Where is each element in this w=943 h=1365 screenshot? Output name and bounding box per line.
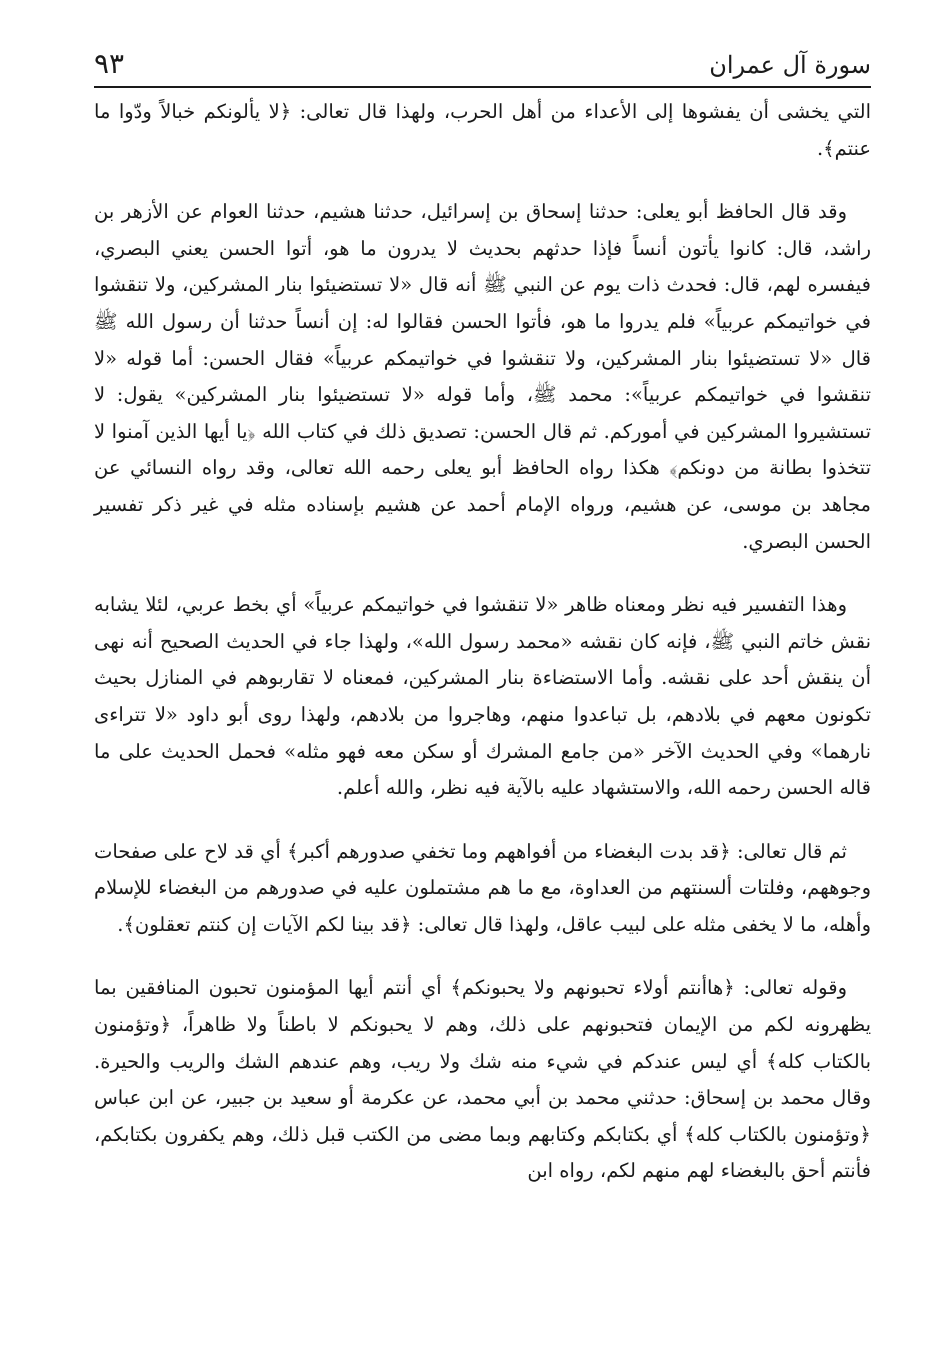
paragraph-verse-baghda: ثم قال تعالى: ﴿قد بدت البغضاء من أفواههم وما تخفي صدورهم أكبر﴾ أي قد لاح على صفحات وجوههم، وفلتات ألسنتهم من العداوة، مع ما هم مشتملون عليه في صدورهم من البغضاء للإسلام وأهله، ما لا يخفى مثله على لبيب عاقل، ولهذا قال تعالى: ﴿قد بينا لكم الآيات إن كنتم تعقلون﴾. bbox=[94, 839, 871, 936]
paragraph-tafsir-commentary: وهذا التفسير فيه نظر ومعناه ظاهر «لا تنقشوا في خواتيمكم عربياً» أي بخط عربي، لئلا يشابه نقش خاتم النبي ﷺ، فإنه كان نقشه «محمد رسول الله»، ولهذا جاء في الحديث الصحيح أنه نهى أن ينقش أحد على نقشه. وأما الاستضاءة بنار المشركين، فمعناه لا تقاربوهم في المنازل بحيث تكونون معهم في بلادهم، بل تباعدوا منهم، وهاجروا من بلادهم، ولهذا روى أبو داود «لا تتراءى نارهما» وفي الحديث الآخر «من جامع المشرك أو سكن معه فهو مثله» فحمل الحديث على ما قاله الحسن رحمه الله، والاستشهاد عليه بالآية فيه نظر، والله أعلم. bbox=[94, 593, 871, 800]
paragraph-continuation: التي يخشى أن يفشوها إلى الأعداء من أهل الحرب، ولهذا قال تعالى: ﴿لا يألونكم خبالاً ودّوا ما عنتم﴾. bbox=[94, 100, 871, 160]
page-body bbox=[94, 94, 871, 1217]
page-header bbox=[94, 44, 871, 84]
header-divider bbox=[94, 86, 871, 88]
paragraph-verse-hantum: وقوله تعالى: ﴿هاأنتم أولاء تحبونهم ولا يحبونكم﴾ أي أنتم أيها المؤمنون تحبون المنافقين بما يظهرونه لكم من الإيمان فتحبونهم على ذلك، وهم لا يحبونكم لا باطناً ولا ظاهراً، ﴿وتؤمنون بالكتاب كله﴾ أي ليس عندكم في شيء منه شك ولا ريب، وهم عندهم الشك والريب والحيرة. وقال محمد بن إسحاق: حدثني محمد بن أبي محمد، عن عكرمة أو سعيد بن جبير، عن ابن عباس ﴿وتؤمنون بالكتاب كله﴾ أي بكتابكم وكتابهم وبما مضى من الكتب قبل ذلك، وهم يكفرون بكتابكم، فأنتم أحق بالبغضاء لهم منهم لكم، رواه ابن bbox=[94, 976, 871, 1183]
surah-title: سورة آل عمران bbox=[709, 51, 871, 79]
paragraph-hadith-abu-yala: وقد قال الحافظ أبو يعلى: حدثنا إسحاق بن إسرائيل، حدثنا هشيم، حدثنا العوام عن الأزهر بن راشد، قال: كانوا يأتون أنساً فإذا حدثهم بحديث لا يدرون ما هو، أتوا الحسن يعني البصري، فيفسره لهم، قال: فحدث ذات يوم عن النبي ﷺ أنه قال «لا تستضيئوا بنار المشركين، ولا تنقشوا في خواتيمكم عربياً» فلم يدروا ما هو، فأتوا الحسن فقالوا له: إن أنساً حدثنا أن رسول الله ﷺ قال «لا تستضيئوا بنار المشركين، ولا تنقشوا في خواتيمكم عربياً» فقال الحسن: أما قوله «لا تنقشوا في خواتيمكم عربياً»: محمد ﷺ، وأما قوله «لا تستضيئوا بنار المشركين» يقول: لا تستشيروا المشركين في أموركم. ثم قال الحسن: تصديق ذلك في كتاب الله ﴿يا أيها الذين آمنوا لا تتخذوا بطانة من دونكم﴾ هكذا رواه الحافظ أبو يعلى رحمه الله تعالى، وقد رواه النسائي عن مجاهد بن موسى، عن هشيم، ورواه الإمام أحمد عن هشيم بإسناده مثله في غير ذكر تفسير الحسن البصري. bbox=[94, 200, 871, 553]
page-number: ٩٣ bbox=[94, 47, 125, 80]
